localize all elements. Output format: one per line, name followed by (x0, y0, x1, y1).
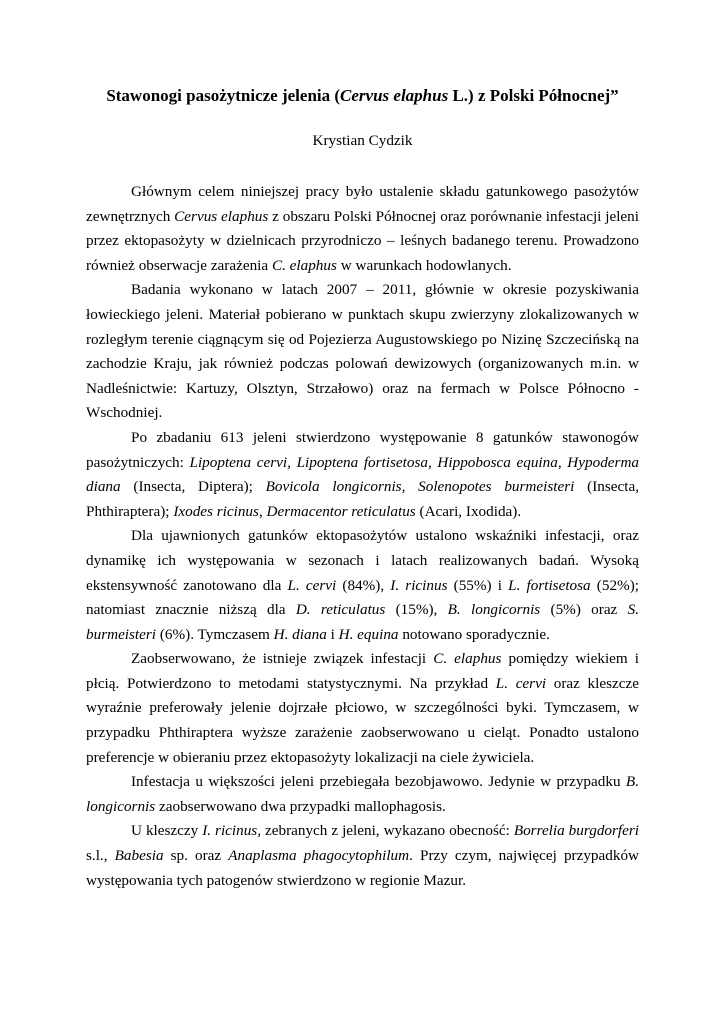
italic-term: B. longicornis (86, 773, 639, 815)
paragraph-3 (86, 426, 639, 524)
text-run: Zaobserwowano, że istnieje związek infestacji (131, 650, 434, 668)
text-run: (55%) i (447, 576, 509, 594)
abstract-body (86, 180, 639, 893)
author-name: Krystian Cydzik (312, 132, 413, 149)
italic-term: Dermacentor reticulatus (266, 502, 416, 520)
paragraph-7 (86, 819, 639, 893)
text-run: zaobserwowano dwa przypadki mallophagosis. (155, 797, 446, 815)
italic-term: C. elaphus (271, 256, 337, 274)
paragraph-6 (86, 770, 639, 819)
text-run: (84%), (336, 576, 391, 594)
text-run: notowano sporadycznie. (398, 625, 550, 643)
italic-term: Borrelia burgdorferi (513, 822, 640, 840)
text-run: , (258, 502, 267, 520)
title-part-2: L.) z Polski Północnej” (448, 86, 619, 105)
title-species-name: Cervus elaphus (340, 86, 449, 105)
text-run: sp. oraz (163, 847, 229, 865)
text-run: Badania wykonano w latach 2007 – 2011, głównie w okresie pozyskiwania łowieckiego jeleni. Materiał pobierano w punktach skupu zwierzyny zlokalizowanych w rozległym terenie ciągnącym się od Pojezierza Augustowskiego po Nizinę Szczecińską na zachodzie Kraju, jak również podczas polowań dewizowych (organizowanych m.in. w Nadleśnictwie: Kartuzy, Olsztyn, Strzałowo) oraz na fermach w Polsce Północno - Wschodniej. (86, 281, 639, 422)
text-run: pomiędzy wiekiem i płcią. Potwierdzono to metodami statystycznymi. Na przykład (86, 650, 639, 692)
italic-term: I. ricinus (390, 576, 448, 594)
italic-term: Lipoptena cervi, Lipoptena fortisetosa, Hippobosca equina (189, 453, 558, 471)
paragraph-1 (86, 180, 639, 278)
text-run: (5%) oraz (540, 601, 628, 619)
paragraph-2 (86, 278, 639, 426)
paper-title (86, 84, 639, 108)
italic-term: Cervus elaphus (174, 207, 269, 225)
title-part-1: Stawonogi pasożytnicze jelenia ( (106, 86, 341, 105)
italic-term: Anaplasma phagocytophilum (228, 847, 410, 865)
text-run: Głównym celem niniejszej pracy było ustalenie składu gatunkowego pasożytów zewnętrznych (86, 183, 639, 225)
text-run: oraz kleszcze wyraźnie preferowały jelenie dojrzałe płciowo, w szczególności byki. Tymczasem, w przypadku Phthiraptera wyższe zarażenie zaobserwowano u cieląt. Ponadto ustalono preferencje w obieraniu przez ektopasożyty lokalizacji na ciele żywiciela. (86, 674, 639, 766)
italic-term: H. diana (273, 625, 327, 643)
text-run: (Acari, Ixodida). (415, 502, 522, 520)
italic-term: L. fortisetosa (508, 576, 591, 594)
text-run: (6%). Tymczasem (156, 625, 274, 643)
italic-term: D. reticulatus (295, 601, 386, 619)
italic-term: Babesia (114, 847, 164, 865)
italic-term: L. cervi (495, 674, 547, 692)
italic-term: Bovicola longicornis, Solenopotes burmeisteri (265, 478, 575, 496)
text-run: , (557, 453, 568, 471)
italic-term: Hypoderma diana (86, 453, 639, 496)
text-run: Dla ujawnionych gatunków ektopasożytów ustalono wskaźniki infestacji, oraz dynamikę ich występowania w sezonach i latach realizowanych badań. Wysoką ekstensywność zanotowano dla (86, 527, 639, 594)
text-run: zebranych z jeleni, wykazano obecność: (261, 822, 514, 840)
italic-term: L. cervi (287, 576, 337, 594)
italic-term: I. ricinus, (202, 822, 262, 840)
paragraph-4 (86, 524, 639, 647)
italic-term: H. equina (338, 625, 399, 643)
text-run: Infestacja u większości jeleni przebiegała bezobjawowo. Jedynie w przypadku (131, 773, 626, 791)
text-run: s.l., (86, 847, 115, 865)
text-run: U kleszczy (131, 822, 203, 840)
text-run: (Insecta, Phthiraptera); (86, 478, 639, 520)
text-run: Po zbadaniu 613 jeleni stwierdzono występowanie 8 gatunków stawonogów pasożytniczych: (86, 428, 639, 471)
italic-term: C. elaphus (433, 650, 502, 668)
text-run: i (326, 625, 339, 643)
italic-term: S. burmeisteri (86, 601, 639, 643)
text-run: (52%); natomiast znacznie niższą dla (86, 576, 639, 619)
text-run: . Przy czym, najwięcej przypadków występowania tych patogenów stwierdzono w regionie Mazur. (86, 847, 640, 889)
text-run: z obszaru Polski Północnej oraz porównanie infestacji jeleni przez ektopasożyty w dzielnicach przyrodniczo – leśnych badanego terenu. Prowadzono również obserwacje zarażenia (86, 207, 639, 274)
text-run: (15%), (385, 601, 448, 619)
text-run: (Insecta, Diptera); (120, 478, 266, 496)
italic-term: Ixodes ricinus (173, 502, 259, 520)
paragraph-5 (86, 647, 639, 770)
italic-term: B. longicornis (447, 601, 541, 619)
text-run: w warunkach hodowlanych. (336, 256, 512, 274)
